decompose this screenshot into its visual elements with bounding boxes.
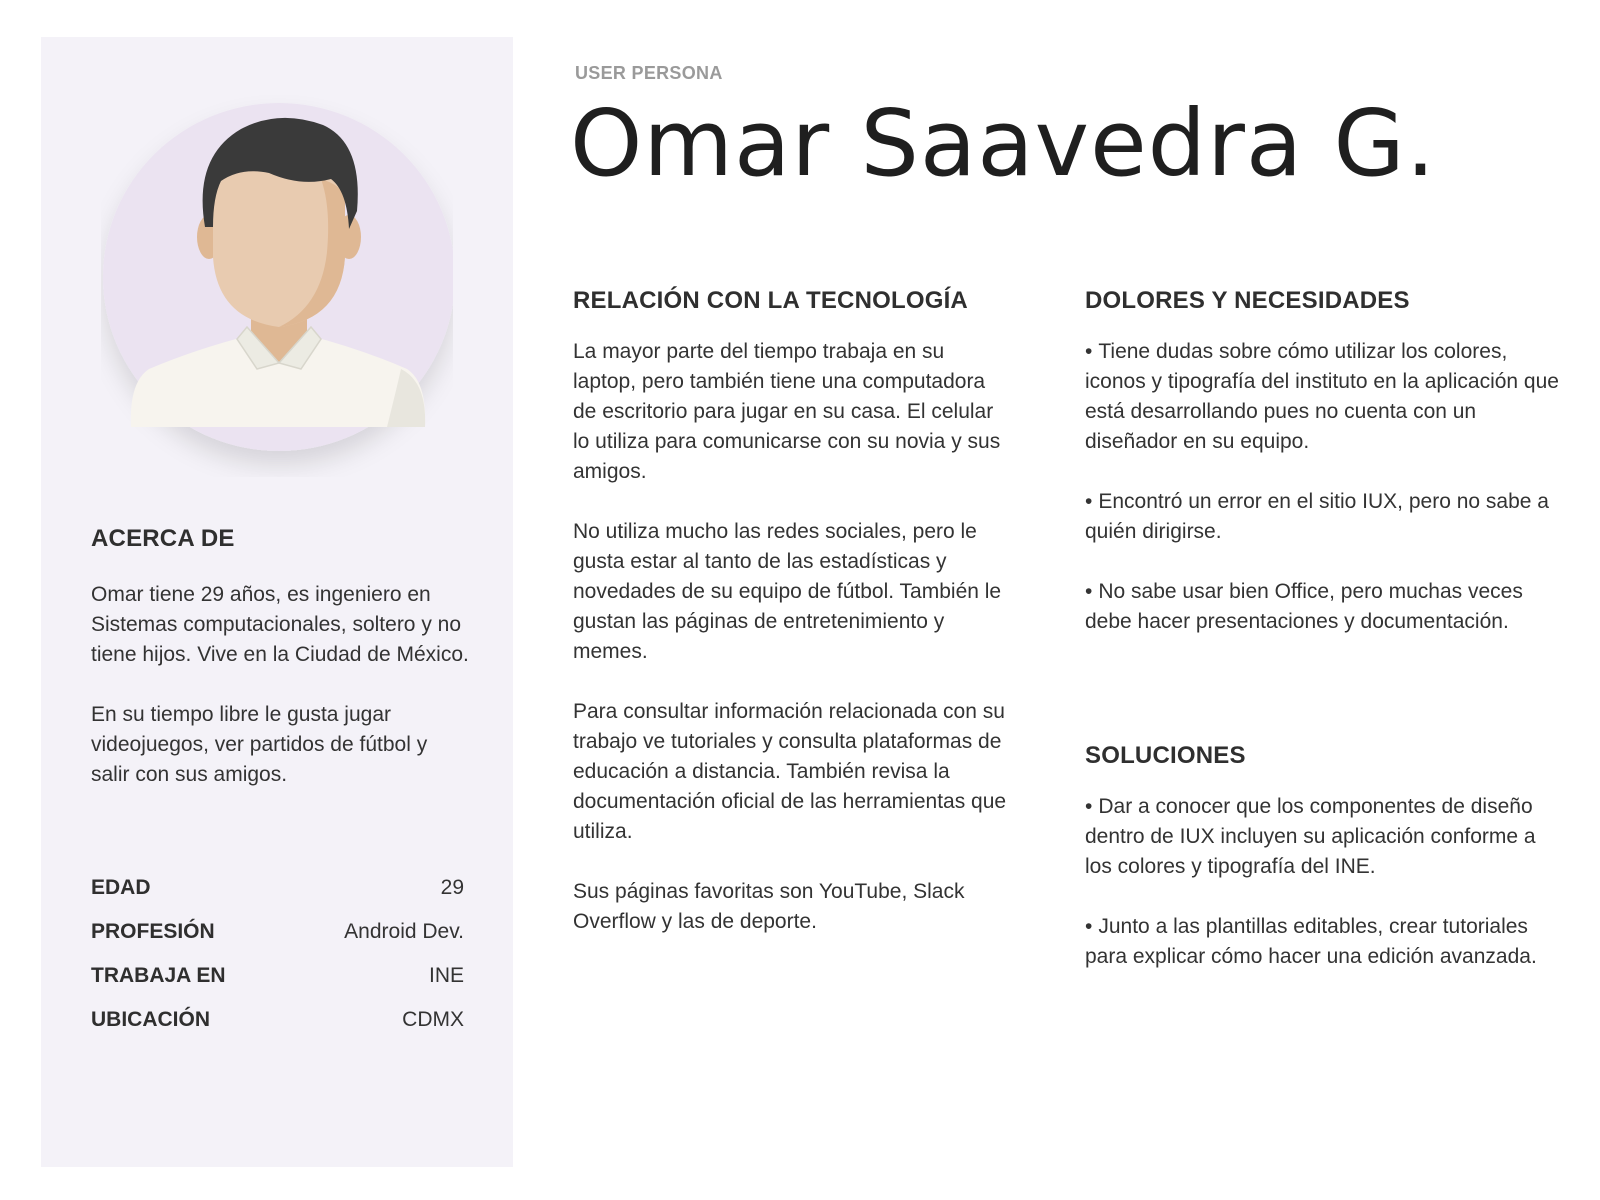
persona-facts — [91, 876, 464, 1052]
pains-heading: DOLORES Y NECESIDADES — [1085, 287, 1410, 314]
fact-row-location — [91, 1008, 464, 1052]
pain-item: • Encontró un error en el sitio IUX, pero no sabe a quién dirigirse. — [1085, 487, 1565, 547]
pains-list — [1085, 337, 1565, 637]
pain-item: • Tiene dudas sobre cómo utilizar los colores, iconos y tipografía del instituto en la aplicación que está desarrollando pues no cuenta con un diseñador en su equipo. — [1085, 337, 1565, 457]
solutions-list — [1085, 792, 1565, 972]
page-eyebrow: USER PERSONA — [575, 63, 723, 83]
fact-value: Android Dev. — [344, 920, 464, 943]
technology-paragraph: La mayor parte del tiempo trabaja en su laptop, pero también tiene una computadora de escritorio para jugar en su casa. El celular lo utiliza para comunicarse con su novia y sus amigos. — [573, 340, 1001, 483]
male-user-avatar-icon — [101, 87, 453, 477]
technology-section — [573, 287, 1013, 967]
technology-paragraph: Sus páginas favoritas son YouTube, Slack Overflow y las de deporte. — [573, 880, 965, 933]
pain-item: • No sabe usar bien Office, pero muchas veces debe hacer presentaciones y documentación. — [1085, 577, 1565, 637]
persona-name: Omar Saavedra G. — [570, 90, 1437, 197]
technology-body — [573, 337, 1013, 937]
fact-value: CDMX — [402, 1008, 464, 1031]
about-paragraph: En su tiempo libre le gusta jugar videojuegos, ver partidos de fútbol y salir con sus amigos. — [91, 703, 428, 786]
fact-value: INE — [428, 964, 464, 987]
pains-section — [1085, 287, 1565, 667]
fact-label: EDAD — [91, 876, 151, 899]
fact-row-workplace — [91, 964, 464, 1008]
solution-item: • Dar a conocer que los componentes de diseño dentro de IUX incluyen su aplicación conforme a los colores y tipografía del INE. — [1085, 792, 1565, 882]
solutions-heading: SOLUCIONES — [1085, 742, 1246, 769]
fact-label: UBICACIÓN — [91, 1008, 210, 1031]
fact-row-profession — [91, 920, 464, 964]
persona-sidebar — [41, 37, 513, 1167]
technology-paragraph: Para consultar información relacionada con su trabajo ve tutoriales y consulta plataformas de educación a distancia. También revisa la documentación oficial de las herramientas que utiliza. — [573, 700, 1007, 843]
fact-label: PROFESIÓN — [91, 920, 215, 943]
fact-value: 29 — [440, 876, 464, 899]
solution-item: • Junto a las plantillas editables, crear tutoriales para explicar cómo hacer una edición avanzada. — [1085, 912, 1565, 972]
about-heading: ACERCA DE — [91, 525, 235, 552]
fact-row-age — [91, 876, 464, 920]
about-description — [91, 580, 471, 820]
technology-paragraph: No utiliza mucho las redes sociales, pero le gusta estar al tanto de las estadísticas y novedades de su equipo de fútbol. También le gustan las páginas de entretenimiento y memes. — [573, 520, 1002, 663]
about-paragraph: Omar tiene 29 años, es ingeniero en Sistemas computacionales, soltero y no tiene hijos. Vive en la Ciudad de México. — [91, 583, 469, 666]
technology-heading: RELACIÓN CON LA TECNOLOGÍA — [573, 287, 968, 314]
solutions-section — [1085, 742, 1565, 1002]
fact-label: TRABAJA EN — [91, 964, 226, 987]
